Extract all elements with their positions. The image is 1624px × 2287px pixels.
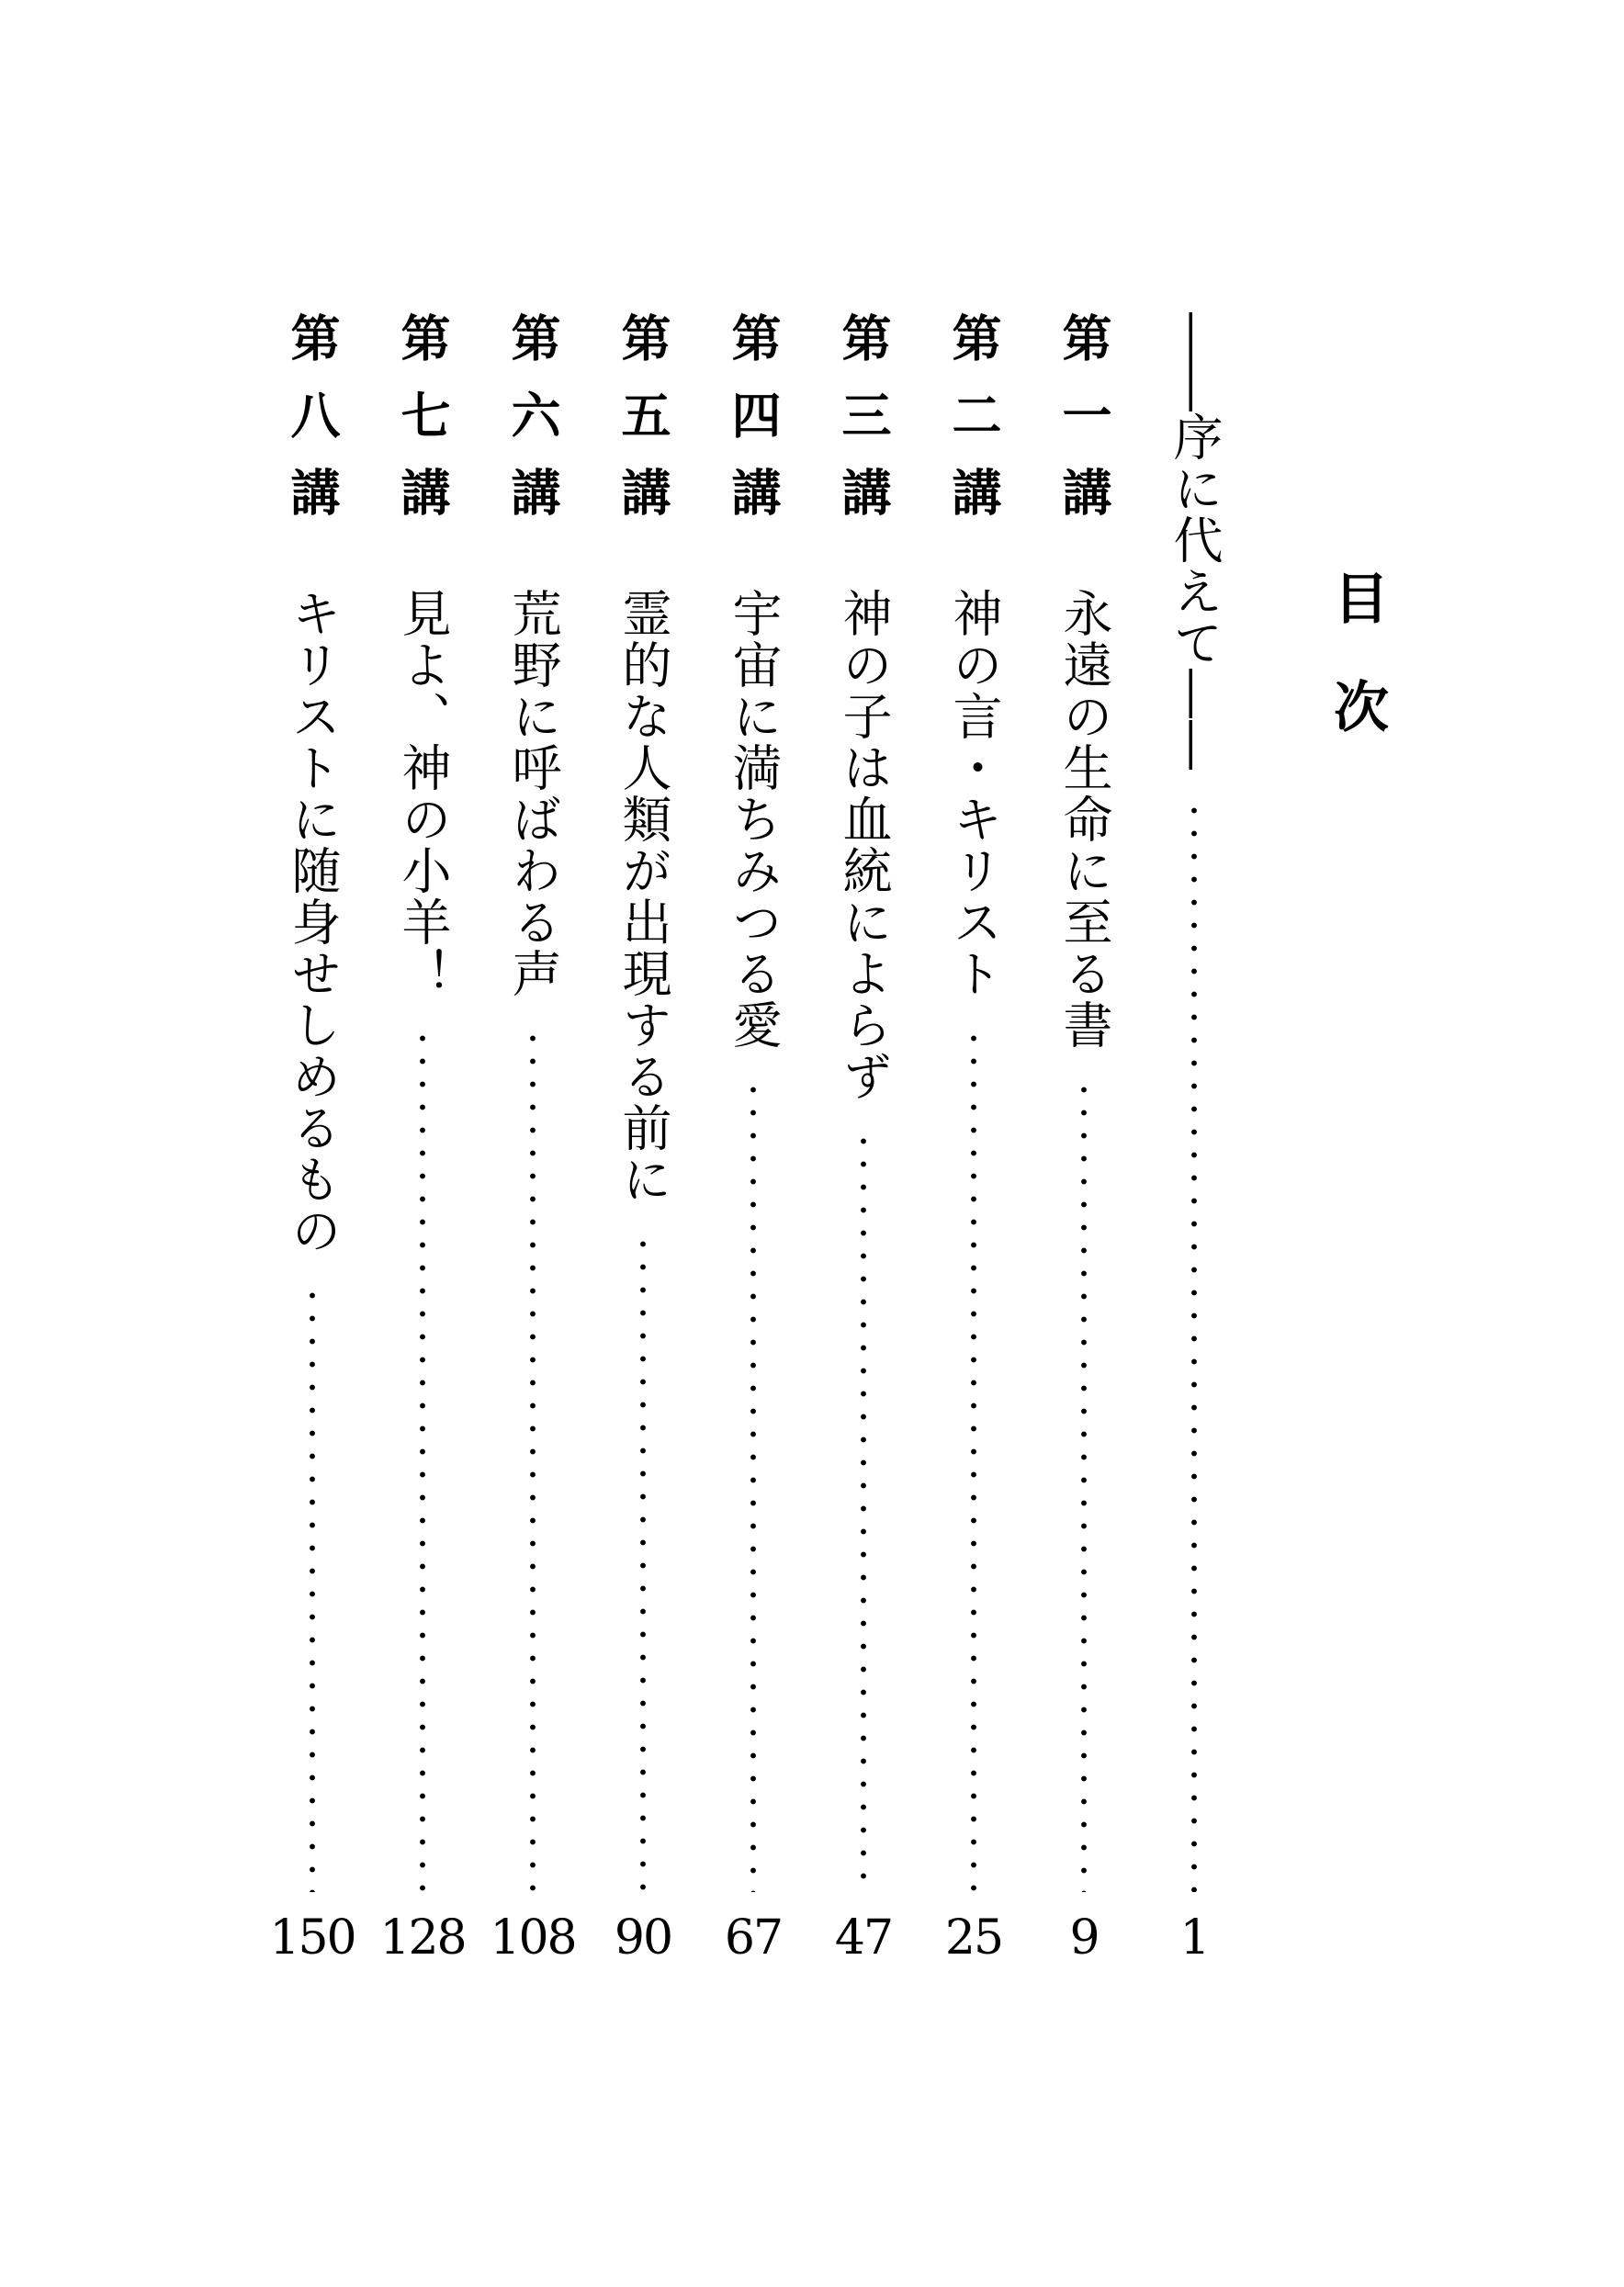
dot-leader — [501, 1027, 565, 1892]
page-title: 目次 — [1325, 569, 1389, 786]
toc-page-number: 150 — [269, 1910, 355, 1966]
dot-leader — [280, 1284, 344, 1892]
toc-entry-label: 第三講 — [834, 312, 893, 544]
dot-leader — [721, 1078, 785, 1892]
toc-entry-title: 神の子は血統によらず — [835, 588, 893, 1102]
toc-page-number: 108 — [490, 1910, 576, 1966]
toc-entry-title: 霊的な人類が出現する前に — [615, 588, 672, 1205]
toc-page-number: 1 — [1179, 1910, 1209, 1966]
toc-entry-title: 宇宙に満ちみつる愛 — [725, 588, 783, 1051]
dot-leader — [611, 1233, 675, 1892]
toc-entry-label: 第一講 — [1054, 312, 1113, 544]
toc-entry-title: キリストに随身せしめるもの — [284, 588, 342, 1256]
dot-leader — [1052, 1078, 1116, 1892]
dot-leader — [942, 1027, 1006, 1892]
toc-entry-label: 第四講 — [724, 312, 783, 544]
toc-page-number: 67 — [724, 1910, 783, 1966]
toc-entry-lecture-5[interactable] — [611, 312, 675, 1892]
dot-leader — [1162, 799, 1226, 1892]
toc-entry-title: 神の言・キリスト — [945, 588, 1003, 999]
toc-entry-label: ―― — [1166, 312, 1224, 411]
dot-leader — [831, 1130, 896, 1892]
toc-entry-label: 第七講 — [393, 312, 452, 544]
toc-page-number: 90 — [614, 1910, 672, 1966]
toc-entry-lecture-3[interactable] — [831, 312, 896, 1892]
toc-entry-title: 見よ、神の小羊！ — [394, 588, 452, 999]
toc-entry-lecture-4[interactable] — [721, 312, 785, 1892]
toc-entry-title: 永遠の生命に至る書 — [1055, 588, 1113, 1051]
toc-entry-lecture-7[interactable] — [390, 312, 455, 1892]
toc-entry-label: 第六講 — [503, 312, 562, 544]
toc-entry-lecture-1[interactable] — [1052, 312, 1116, 1892]
toc-entry-label: 第八講 — [283, 312, 342, 544]
toc-page-number: 47 — [834, 1910, 893, 1966]
toc-entry-title: 荒野に呼ばわる声 — [504, 588, 562, 999]
toc-page-number: 9 — [1069, 1910, 1099, 1966]
toc-entry-lecture-8[interactable] — [280, 312, 344, 1892]
toc-entry-title: 序に代えて―― — [1166, 411, 1224, 772]
toc-page-number: 25 — [944, 1910, 1003, 1966]
toc-entry-label: 第二講 — [944, 312, 1003, 544]
toc-entry-preface[interactable] — [1162, 312, 1226, 1892]
toc-entry-lecture-2[interactable] — [942, 312, 1006, 1892]
toc-page-number: 128 — [379, 1910, 466, 1966]
toc-entry-lecture-6[interactable] — [501, 312, 565, 1892]
dot-leader — [390, 1027, 455, 1892]
toc-entry-label: 第五講 — [614, 312, 672, 544]
